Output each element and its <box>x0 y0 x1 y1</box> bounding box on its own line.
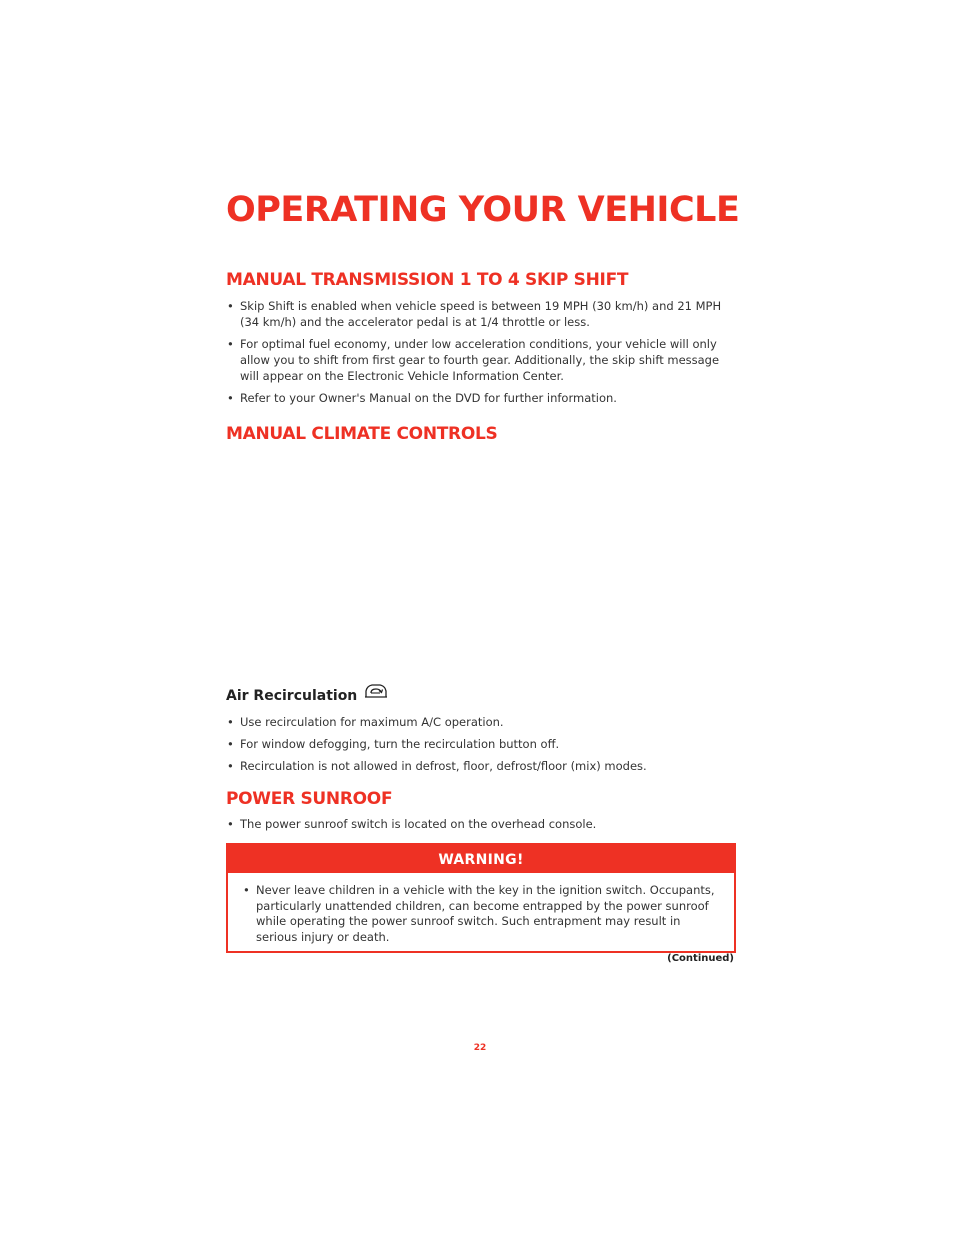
list-item: • Skip Shift is enabled when vehicle speed is between 19 MPH (30 km/h) and 21 MPH (34 km/h) and the accelerator pedal is at 1/4 throttle or less. <box>226 298 726 330</box>
air-recirculation-label: Air Recirculation <box>226 688 358 704</box>
list-item: • Refer to your Owner's Manual on the DVD for further information. <box>226 390 726 406</box>
section-title: OPERATING YOUR VEHICLE <box>226 190 740 230</box>
climate-heading: MANUAL CLIMATE CONTROLS <box>226 424 498 444</box>
list-item: • The power sunroof switch is located on the overhead console. <box>226 816 726 832</box>
list-item: • Use recirculation for maximum A/C operation. <box>226 714 726 730</box>
skip-shift-bullets <box>226 298 726 412</box>
skip-shift-heading: MANUAL TRANSMISSION 1 TO 4 SKIP SHIFT <box>226 270 629 290</box>
warning-title: WARNING! <box>228 845 734 873</box>
list-item: • For window defogging, turn the recirculation button off. <box>226 736 726 752</box>
warning-bullets <box>228 873 734 945</box>
recirculation-icon <box>363 682 389 700</box>
climate-controls-image-area <box>226 456 734 676</box>
list-item: • For optimal fuel economy, under low acceleration conditions, your vehicle will only allow you to shift from first gear to fourth gear. Additionally, the skip shift message will appear on the Electronic Vehicle Information Center. <box>226 336 726 384</box>
list-item: • Recirculation is not allowed in defrost, floor, defrost/floor (mix) modes. <box>226 758 726 774</box>
air-recirculation-heading <box>226 688 389 704</box>
sunroof-bullets <box>226 816 726 838</box>
warning-box <box>226 843 736 953</box>
continued-label: (Continued) <box>667 953 734 964</box>
air-recirculation-bullets <box>226 714 726 780</box>
sunroof-heading: POWER SUNROOF <box>226 789 393 809</box>
list-item: • Never leave children in a vehicle with the key in the ignition switch. Occupants, particularly unattended children, can become entrapped by the power sunroof while operating the power sunroof switch. Such entrapment may result in serious injury or death. <box>242 883 720 945</box>
page-number: 22 <box>473 1043 487 1053</box>
